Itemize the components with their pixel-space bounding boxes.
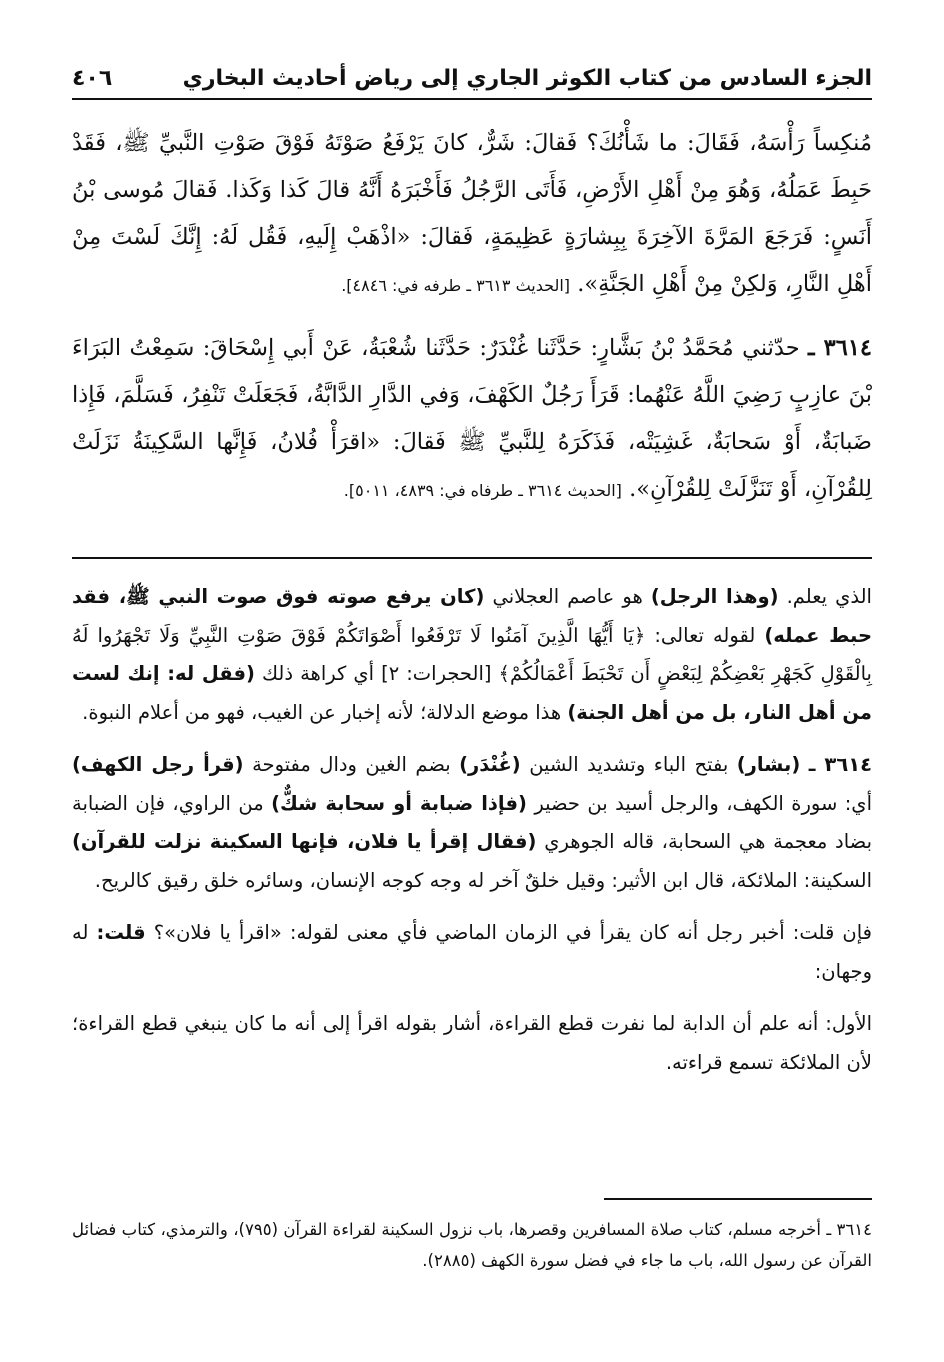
hadith-3613-reference: [الحديث ٣٦١٣ ـ طرفه في: ٤٨٤٦]. (341, 276, 571, 295)
commentary-text: أي: سورة الكهف، والرجل أسيد بن حضير (534, 791, 872, 815)
commentary-text: هذا موضع الدلالة؛ لأنه إخبار عن الغيب، فهو من أعلام النبوة. (82, 700, 562, 724)
footnotes-section (72, 1214, 872, 1276)
hadith-3614-text: حدّثني مُحَمَّدُ بْنُ بَشَّارٍ: حَدَّثَنا غُنْدَرٌ: حَدَّثَنا شُعْبَةُ، عَنْ أَبي إِسْحَاقَ: سَمِعْتُ البَرَاءَ بْنَ عازِبٍ رَضِيَ اللَّهُ عَنْهُما: قَرَأَ رَجُلٌ الكَهْفَ، وَفي الدَّارِ الدَّابَّةُ، فَجَعَلَتْ تَنْفِرُ، فَسَلَّمَ، فَإِذا ضَبابَةٌ، أَوْ سَحابَةٌ، غَشِيَتْه، فَذَكَرَهُ لِلنَّبيِّ ﷺ فَقالَ: «اقرَأْ فُلانُ، فَإِنَّها السَّكِينَةُ نَزَلَتْ لِلقُرْآنِ، أَوْ تَنَزَّلَتْ لِلقُرْآنِ». (72, 335, 872, 502)
commentary-text: فإن قلت: أخبر رجل أنه كان يقرأ في الزمان الماضي فأي معنى لقوله: «اقرأ يا فلان»؟ (153, 921, 872, 944)
footnote-rule (604, 1198, 872, 1200)
page-header (72, 58, 872, 98)
commentary-text: لقوله تعالى: (654, 623, 756, 647)
commentary-quote: (وهذا الرجل) (650, 585, 779, 608)
commentary-paragraph-2 (72, 746, 872, 900)
hadith-3614-number: ٣٦١٤ ـ (808, 335, 872, 361)
commentary-section (72, 578, 872, 1096)
commentary-quote: (غُنْدَر) (459, 753, 521, 776)
commentary-text: [الحجرات: ٢] أي كراهة ذلك (262, 662, 492, 685)
header-rule (72, 98, 872, 100)
commentary-text: بضم الغين ودال مفتوحة (252, 753, 451, 776)
commentary-quote: (فإذا ضبابة أو سحابة شكٌّ) (271, 791, 527, 815)
commentary-text: من الراوي، فإن الضبابة بضاد معجمة هي السحابة، قاله الجوهري (72, 791, 873, 853)
commentary-keyword: قلت: (96, 921, 146, 944)
commentary-paragraph-4: الأول: أنه علم أن الدابة لما نفرت قطع القراءة، أشار بقوله اقرأ إلى أنه ما كان ينبغي قطع القراءة؛ لأن الملائكة تسمع قراءته. (72, 1012, 872, 1074)
commentary-quote: (كان يرفع صوته فوق صوت النبي ﷺ، فقد حبط عمله) (72, 585, 873, 647)
commentary-text: السكينة: الملائكة، قال ابن الأثير: وقيل خلقٌ آخر له وجه كوجه الإنسان، وسائره خلق رقيق كالريح. (94, 868, 872, 892)
footnote-1: ٣٦١٤ ـ أخرجه مسلم، كتاب صلاة المسافرين وقصرها، باب نزول السكينة لقراءة القرآن (٧٩٥)، والترمذي، كتاب فضائل القرآن عن رسول الله، باب ما جاء في فضل سورة الكهف (٢٨٨٥). (72, 1220, 872, 1270)
hadith-3613-text: مُنكِساً رَأْسَهُ، فَقَالَ: ما شَأْنُكَ؟ فَقالَ: شَرٌّ، كانَ يَرْفَعُ صَوْتَهُ فَوْقَ صَوْتِ النَّبيِّ ﷺ، فَقَدْ حَبِطَ عَمَلُهُ، وَهُوَ مِنْ أَهْلِ الأَرْضِ، فَأَتَى الرَّجُلُ فَأَخْبَرَهُ أَنَّهُ قالَ كَذا وَكَذا. فَقالَ مُوسى بْنُ أَنَسٍ: فَرَجَعَ المَرَّةَ الآخِرَةَ بِبِشارَةٍ عَظِيمَةٍ، فَقالَ: «اذْهَبْ إِلَيهِ، فَقُل لَهُ: إِنَّكَ لَسْتَ مِنْ أَهْلِ النَّارِ، وَلكِنْ مِنْ أَهْلِ الجَنَّةِ». (72, 130, 872, 297)
commentary-text: بفتح الباء وتشديد الشين (529, 753, 729, 776)
commentary-text: هو عاصم العجلاني (492, 585, 643, 608)
hadith-3614-reference: [الحديث ٣٦١٤ ـ طرفاه في: ٤٨٣٩، ٥٠١١]. (343, 481, 622, 500)
hadith-3614-paragraph (72, 325, 872, 514)
page-number: ٤٠٦ (72, 65, 113, 91)
commentary-paragraph-1 (72, 578, 872, 732)
commentary-quote: (فقل له: إنك لست من أهل النار، بل من أهل الجنة) (72, 662, 872, 724)
commentary-paragraph-3 (72, 914, 872, 991)
commentary-quote: (بشار) (736, 753, 801, 776)
commentary-text: الذي يعلم. (786, 585, 872, 608)
commentary-quote: (قرأ رجل الكهف) (72, 753, 244, 776)
commentary-text: له وجهان: (72, 921, 872, 983)
hadith-3613-paragraph (72, 120, 872, 309)
running-title: الجزء السادس من كتاب الكوثر الجاري إلى رياض أحاديث البخاري (182, 65, 872, 91)
commentary-quote: (فقال إقرأ يا فلان، فإنها السكينة نزلت للقرآن) (72, 830, 537, 853)
hadith-text-section (72, 120, 872, 530)
quran-verse: ﴿يَا أَيُّهَا الَّذِينَ آمَنُوا لَا تَرْفَعُوا أَصْوَاتَكُمْ فَوْقَ صَوْتِ النَّبِيِّ وَلَا تَجْهَرُوا لَهُ بِالْقَوْلِ كَجَهْرِ بَعْضِكُمْ لِبَعْضٍ أَن تَحْبَطَ أَعْمَالُكُمْ﴾ (72, 623, 872, 685)
commentary-hadith-number: ٣٦١٤ ـ (808, 753, 873, 776)
section-divider (72, 557, 872, 559)
